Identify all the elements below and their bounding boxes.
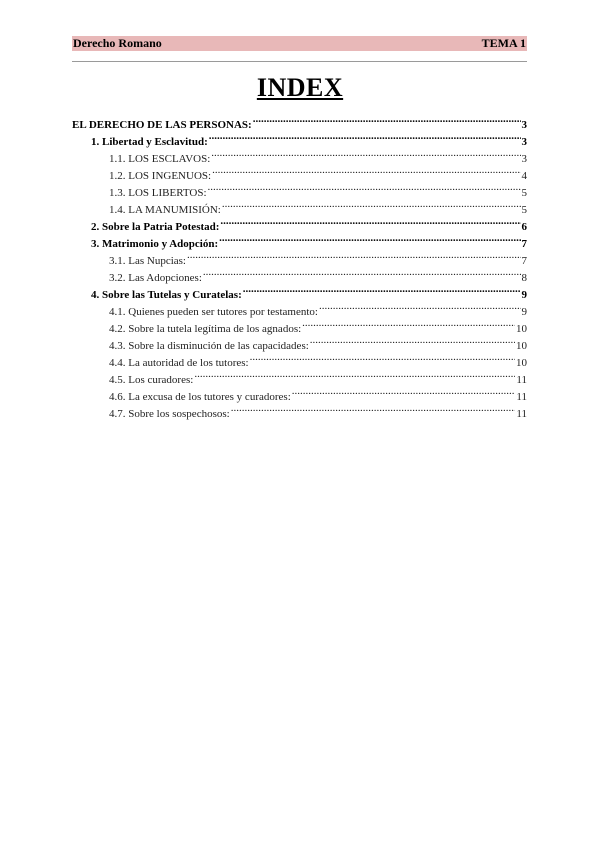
header-topic: TEMA 1 [481,36,526,50]
toc-entry-page: 4 [521,170,527,182]
header-divider [72,61,527,62]
toc-entry-label: 3.2. Las Adopciones: [109,272,202,284]
toc-dot-leader [219,230,520,247]
toc-entry-page: 11 [516,391,527,403]
toc-dot-leader [220,213,520,230]
toc-dot-leader [243,281,521,298]
toc-entry-label: 2. Sobre la Patria Potestad: [91,221,220,233]
toc-entry-page: 9 [521,289,527,301]
toc-entry-page: 3 [521,119,527,131]
toc-entry-page: 10 [516,340,527,352]
toc-entry-label: 1.4. LA MANUMISIÓN: [109,204,221,216]
toc-dot-leader [302,315,515,332]
toc-entry-label: 4.1. Quienes pueden ser tutores por testamento: [109,306,318,318]
toc-entry-page: 6 [521,221,527,233]
toc-entry-page: 11 [516,374,527,386]
toc-dot-leader [209,128,521,145]
toc-dot-leader [208,179,521,196]
toc-dot-leader [222,196,521,213]
toc-entry-label: 4.3. Sobre la disminución de las capacidades: [109,340,309,352]
toc-dot-leader [203,264,521,281]
toc-entry-page: 5 [521,187,527,199]
toc-entry-page: 8 [521,272,527,284]
toc-dot-leader [194,366,515,383]
toc-entry-label: 3.1. Las Nupcias: [109,255,186,267]
toc-entry-page: 5 [521,204,527,216]
toc-entry-page: 10 [516,323,527,335]
toc-dot-leader [187,247,521,264]
toc-entry-page: 11 [516,408,527,420]
toc-entry-label: 4.2. Sobre la tutela legítima de los agnados: [109,323,302,335]
page-title: INDEX [256,73,344,102]
toc-entry-page: 10 [516,357,527,369]
toc-entry-label: 1.3. LOS LIBERTOS: [109,187,207,199]
toc-dot-leader [310,332,515,349]
toc-entry-label: 4.4. La autoridad de los tutores: [109,357,249,369]
toc-entry-page: 9 [521,306,527,318]
toc-dot-leader [319,298,521,315]
toc-entry-label: 4.7. Sobre los sospechosos: [109,408,230,420]
toc-dot-leader [211,145,520,162]
toc-entry-label: 4. Sobre las Tutelas y Curatelas: [91,289,242,301]
toc-dot-leader [212,162,520,179]
toc-entry-label: EL DERECHO DE LAS PERSONAS: [72,119,252,131]
toc-entry-label: 1.1. LOS ESCLAVOS: [109,153,211,165]
toc-entry-label: 1. Libertad y Esclavitud: [91,136,208,148]
toc-entry-page: 3 [521,153,527,165]
toc-entry-label: 4.6. La excusa de los tutores y curadores: [109,391,291,403]
toc-entry-page: 7 [521,238,527,250]
header-subject: Derecho Romano [73,36,162,50]
toc-entry-page: 7 [521,255,527,267]
toc-dot-leader [253,111,521,128]
toc-entry-label: 1.2. LOS INGENUOS: [109,170,212,182]
toc-entry-page: 3 [521,136,527,148]
table-of-contents [72,111,527,420]
toc-entry-label: 3. Matrimonio y Adopción: [91,238,219,250]
toc-dot-leader [250,349,515,366]
toc-dot-leader [292,383,516,400]
running-header [72,36,527,51]
toc-entry-label: 4.5. Los curadores: [109,374,194,386]
toc-entry[interactable] [72,111,527,131]
toc-dot-leader [231,400,516,417]
